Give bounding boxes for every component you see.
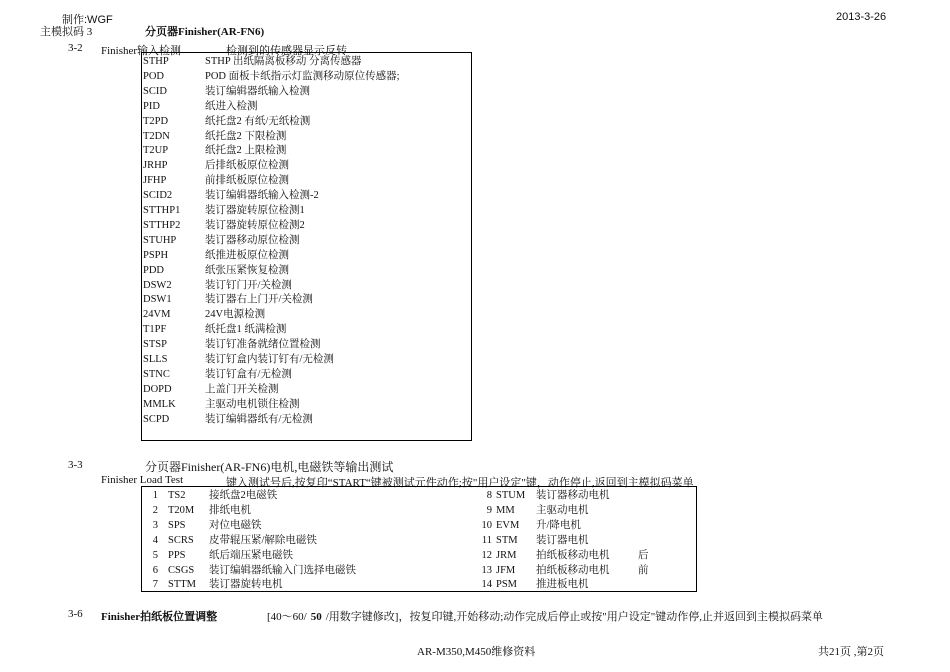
- sensor-description: 纸张压紧恢复检测: [205, 264, 289, 276]
- sensor-description: 纸推进板原位检测: [205, 249, 289, 261]
- test-number: 8: [486, 490, 492, 501]
- sensor-row: [142, 307, 471, 322]
- sensor-row: [142, 218, 471, 233]
- test-code: EVM: [496, 519, 520, 531]
- test-number: 4: [152, 534, 158, 546]
- sensor-code: STSP: [143, 339, 167, 351]
- sensor-code: POD: [143, 70, 165, 82]
- sensor-description: 装订钉盒内装订钉有/无检测: [205, 354, 334, 365]
- sensor-row: [142, 412, 471, 427]
- sensor-row: [142, 84, 471, 99]
- sensor-code: DSW2: [143, 279, 172, 291]
- sensor-code: JFHP: [143, 175, 167, 187]
- sensor-description: POD 面板卡纸指示灯监测移动原位传感器;: [205, 70, 400, 82]
- test-number: 11: [481, 534, 492, 546]
- sensor-description: 装订编辑器纸有/无检测: [205, 413, 313, 425]
- sensor-code: STTHP1: [143, 205, 181, 216]
- sensor-code: PSPH: [143, 249, 169, 261]
- sensor-row: [142, 158, 471, 173]
- test-number: 7: [152, 579, 158, 591]
- sensor-description: 纸托盘2 上限检测: [205, 145, 287, 157]
- test-description: 升/降电机: [536, 519, 581, 531]
- test-code: PSM: [496, 579, 518, 591]
- test-position-note: 后: [638, 549, 649, 561]
- test-code: TS2: [168, 490, 186, 501]
- sensor-code: SCPD: [143, 413, 170, 425]
- test-description: 装订器移动电机: [536, 490, 610, 501]
- test-description: 装订编辑器纸输入门选择电磁铁: [209, 564, 356, 576]
- section-3-2-description: 检测到的传感器显示反转: [226, 45, 347, 57]
- sensor-row: [142, 173, 471, 188]
- sensor-code: JRHP: [143, 160, 168, 172]
- range-prefix: [40～60/: [267, 611, 307, 623]
- test-number: 3: [152, 519, 158, 531]
- test-number: 10: [481, 519, 492, 531]
- sensor-code: T2DN: [143, 130, 170, 142]
- sensor-description: STHP 出纸隔离板移动 分离传感器: [205, 56, 362, 67]
- test-code: JRM: [496, 549, 517, 561]
- sensor-row: [142, 397, 471, 412]
- test-code: CSGS: [168, 564, 195, 576]
- test-number: 1: [152, 490, 158, 501]
- sensor-code: STHP: [143, 56, 169, 67]
- sensor-code: T1PF: [143, 324, 167, 336]
- test-number: 9: [486, 504, 492, 516]
- sensor-code: SCID2: [143, 190, 173, 202]
- sensor-code: STTHP2: [143, 219, 181, 231]
- sensor-row: [142, 337, 471, 352]
- sensor-row: [142, 114, 471, 129]
- section-3-2-label: Finisher输入检测: [101, 45, 182, 57]
- footer-document: AR-M350,M450维修资料: [417, 646, 536, 658]
- section-3-2-number: 3-2: [68, 42, 83, 54]
- author-label: 制作:WGF: [62, 14, 113, 26]
- sensor-description: 纸托盘2 有纸/无纸检测: [205, 115, 311, 127]
- sensor-row: [142, 233, 471, 248]
- test-code: T20M: [168, 504, 195, 516]
- test-number: 5: [152, 549, 158, 561]
- sensor-description: 装订器旋转原位检测2: [205, 219, 305, 231]
- sensor-row: [142, 143, 471, 158]
- sensor-code: DOPD: [143, 383, 172, 395]
- sensor-description: 装订钉盒有/无检测: [205, 368, 292, 380]
- sensor-row: [142, 382, 471, 397]
- sensor-description: 纸托盘1 纸满检测: [205, 324, 287, 336]
- default-value: 50: [310, 611, 322, 623]
- sensor-row: [142, 69, 471, 84]
- sensor-code: SLLS: [143, 354, 168, 365]
- sensor-description: 上盖门开关检测: [205, 383, 279, 395]
- load-test-table: [141, 486, 697, 592]
- test-number: 12: [481, 549, 492, 561]
- test-number: 2: [152, 504, 158, 516]
- test-description: 接纸盘2电磁铁: [209, 490, 278, 501]
- instruction-text: /用数字键修改]，按复印键,开始移动;动作完成后停止或按"用户设定"键动作停,止并返回到主模拟码菜单: [325, 611, 823, 623]
- test-description: 装订器旋转电机: [209, 579, 283, 591]
- sensor-description: 装订钉门开/关检测: [205, 279, 292, 291]
- sensor-row: [142, 203, 471, 218]
- sensor-description: 纸进入检测: [205, 100, 258, 112]
- sensor-code: DSW1: [143, 294, 172, 306]
- sensor-description: 装订器旋转原位检测1: [205, 205, 305, 216]
- test-code: MM: [496, 504, 515, 516]
- section-3-6-instruction: [267, 608, 823, 624]
- sensor-description: 装订编辑器纸输入检测: [205, 85, 310, 97]
- sensor-description: 纸托盘2 下限检测: [205, 130, 287, 142]
- sensor-row: [142, 292, 471, 307]
- footer-page: 共21页 ,第2页: [818, 646, 884, 658]
- test-code: PPS: [168, 549, 186, 561]
- test-code: STTM: [168, 579, 197, 591]
- test-number: 14: [481, 579, 492, 591]
- date-label: 2013-3-26: [836, 11, 887, 23]
- sensor-description: 后排纸板原位检测: [205, 160, 289, 172]
- sensor-row: [142, 352, 471, 367]
- test-description: 推进板电机: [536, 579, 589, 591]
- section-3-3-description: 键入测试号后,按复印“START“键被测试元件动作;按"用户设定"键，动作停止,返回到主模拟码菜单: [226, 477, 694, 489]
- sensor-description: 装订器移动原位检测: [205, 234, 300, 246]
- test-description: 主驱动电机: [536, 504, 589, 516]
- sensor-row: [142, 248, 471, 263]
- sensor-row: [142, 129, 471, 144]
- sensor-row: [142, 188, 471, 203]
- section-3-6-number: 3-6: [68, 608, 83, 620]
- test-description: 排纸电机: [209, 504, 251, 516]
- section-3-6-label: Finisher拍纸板位置调整: [101, 611, 218, 623]
- sensor-code: PDD: [143, 264, 165, 276]
- test-code: JFM: [496, 564, 516, 576]
- sensor-row: [142, 263, 471, 278]
- section-3-3-number: 3-3: [68, 459, 83, 471]
- sensor-description: 主驱动电机锁住检测: [205, 398, 300, 410]
- sensor-row: [142, 367, 471, 382]
- page-title: 分页器Finisher(AR-FN6): [145, 26, 265, 38]
- test-description: 拍纸板移动电机: [536, 564, 610, 576]
- sensor-code: STNC: [143, 368, 170, 380]
- test-code: STM: [496, 534, 518, 546]
- section-3-3-label: Finisher Load Test: [101, 474, 184, 486]
- mode-label: 主模拟码 3: [40, 26, 93, 38]
- test-code: SCRS: [168, 534, 194, 546]
- test-position-note: 前: [638, 564, 649, 576]
- test-description: 纸后端压紧电磁铁: [209, 549, 293, 561]
- sensor-code: PID: [143, 100, 160, 112]
- sensor-table: [141, 52, 472, 441]
- sensor-row: [142, 99, 471, 114]
- sensor-code: T2PD: [143, 115, 169, 127]
- sensor-code: MMLK: [143, 398, 176, 410]
- sensor-description: 装订器右上门开/关检测: [205, 294, 313, 306]
- test-number: 13: [481, 564, 492, 576]
- test-number: 6: [152, 564, 158, 576]
- sensor-row: [142, 322, 471, 337]
- sensor-description: 24V电源检测: [205, 309, 266, 321]
- sensor-description: 装订钉准备就绪位置检测: [205, 339, 321, 351]
- test-description: 装订器电机: [536, 534, 589, 546]
- sensor-description: 装订编辑器纸输入检测-2: [205, 190, 319, 202]
- sensor-code: T2UP: [143, 145, 169, 157]
- test-description: 皮带辊压紧/解除电磁铁: [209, 534, 317, 546]
- sensor-code: SCID: [143, 85, 167, 97]
- test-description: 拍纸板移动电机: [536, 549, 610, 561]
- sensor-code: 24VM: [143, 309, 171, 321]
- section-3-3-title: 分页器Finisher(AR-FN6)电机,电磁铁等输出测试: [145, 460, 394, 474]
- test-code: SPS: [168, 519, 186, 531]
- sensor-row: [142, 54, 471, 69]
- sensor-row: [142, 278, 471, 293]
- test-code: STUM: [496, 490, 526, 501]
- sensor-code: STUHP: [143, 234, 177, 246]
- test-description: 对位电磁铁: [209, 519, 262, 531]
- sensor-description: 前排纸板原位检测: [205, 175, 289, 187]
